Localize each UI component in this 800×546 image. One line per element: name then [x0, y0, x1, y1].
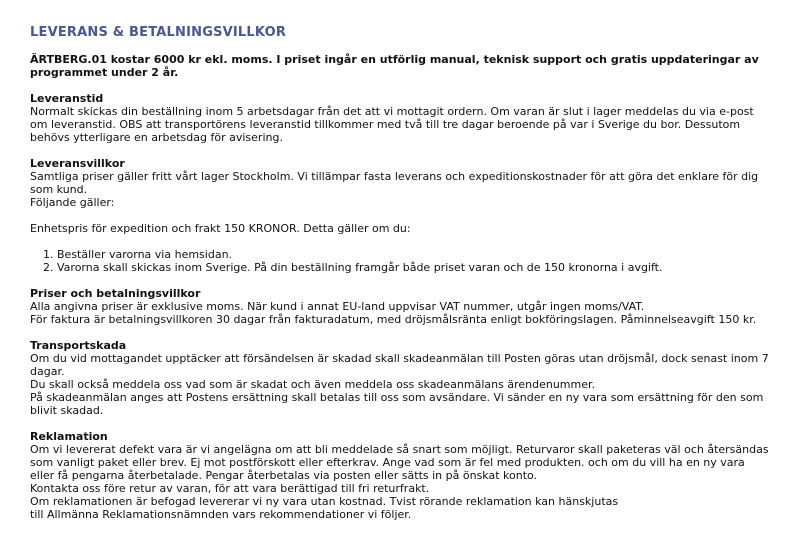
section-text: Du skall också meddela oss vad som är skadat och även meddela oss skadeanmälans ärendenummer.: [30, 378, 596, 391]
conditions-list: [30, 248, 770, 274]
list-item: 1. Beställer varorna via hemsidan.: [57, 248, 770, 261]
unit-price-text: Enhetspris för expedition och frakt 150 KRONOR. Detta gäller om du:: [30, 222, 411, 235]
following-text: Följande gäller:: [30, 196, 115, 209]
section-text: Alla angivna priser är exklusive moms. När kund i annat EU-land uppvisar VAT nummer, utgår ingen moms/VAT.: [30, 300, 645, 313]
section-text: Om vi levererat defekt vara är vi angelägna om att bli meddelade så snart som möjligt. Returvaror skall paketeras väl och återsändas som vanligt paket eller brev. Ej mot postförskott eller efterkrav. Ange vad som är fel med produkten. och om du vill ha en ny vara eller få pengarna återbetalade. Pengar återbetalas via posten eller sätts in på önskat konto.: [30, 443, 769, 482]
section-text: Kontakta oss före retur av varan, för att vara berättigad till fri returfrakt.: [30, 482, 430, 495]
intro-text: ÄRTBERG.01 kostar 6000 kr ekl. moms. I priset ingår en utförlig manual, teknisk support och gratis uppdateringar av programmet under 2 år.: [30, 53, 759, 79]
section-leveranstid: [30, 92, 770, 144]
section-heading: Transportskada: [30, 339, 127, 352]
section-text: På skadeanmälan anges att Postens ersättning skall betalas till oss som avsändare. Vi sänder en ny vara som ersättning för den som blivit skadad.: [30, 391, 764, 417]
section-text: till Allmänna Reklamationsnämnden vars rekommendationer vi följer.: [30, 508, 412, 521]
section-priser: [30, 287, 770, 326]
list-item: 2. Varorna skall skickas inom Sverige. På din beställning framgår både priset varan och de 150 kronorna i avgift.: [57, 261, 770, 274]
section-text: Om reklamationen är befogad levererar vi ny vara utan kostnad. Tvist rörande reklamation kan hänskjutas: [30, 495, 619, 508]
section-transportskada: [30, 339, 770, 417]
section-text: Samtliga priser gäller fritt vårt lager Stockholm. Vi tillämpar fasta leverans och expeditionskostnader för att göra det enklare för dig som kund.: [30, 170, 759, 196]
section-text: Normalt skickas din beställning inom 5 arbetsdagar från det att vi mottagit ordern. Om varan är slut i lager meddelas du via e-post om leveranstid. OBS att transportörens leveranstid tillkommer med två till tre dagar beroende på var i Sverige du bor. Dessutom behövs ytterligare en arbetsdag för avisering.: [30, 105, 754, 144]
section-text: Om du vid mottagandet upptäcker att försändelsen är skadad skall skadeanmälan till Posten göras utan dröjsmål, dock senast inom 7 dagar.: [30, 352, 769, 378]
section-heading: Reklamation: [30, 430, 108, 443]
section-text: För faktura är betalningsvillkoren 30 dagar från fakturadatum, med dröjsmålsränta enligt bokföringslagen. Påminnelseavgift 150 kr.: [30, 313, 757, 326]
section-leveransvillkor: [30, 157, 770, 274]
page-title: LEVERANS & BETALNINGSVILLKOR: [30, 25, 287, 40]
section-reklamation: [30, 430, 770, 521]
section-heading: Leveranstid: [30, 92, 104, 105]
section-heading: Priser och betalningsvillkor: [30, 287, 201, 300]
section-heading: Leveransvillkor: [30, 157, 125, 170]
